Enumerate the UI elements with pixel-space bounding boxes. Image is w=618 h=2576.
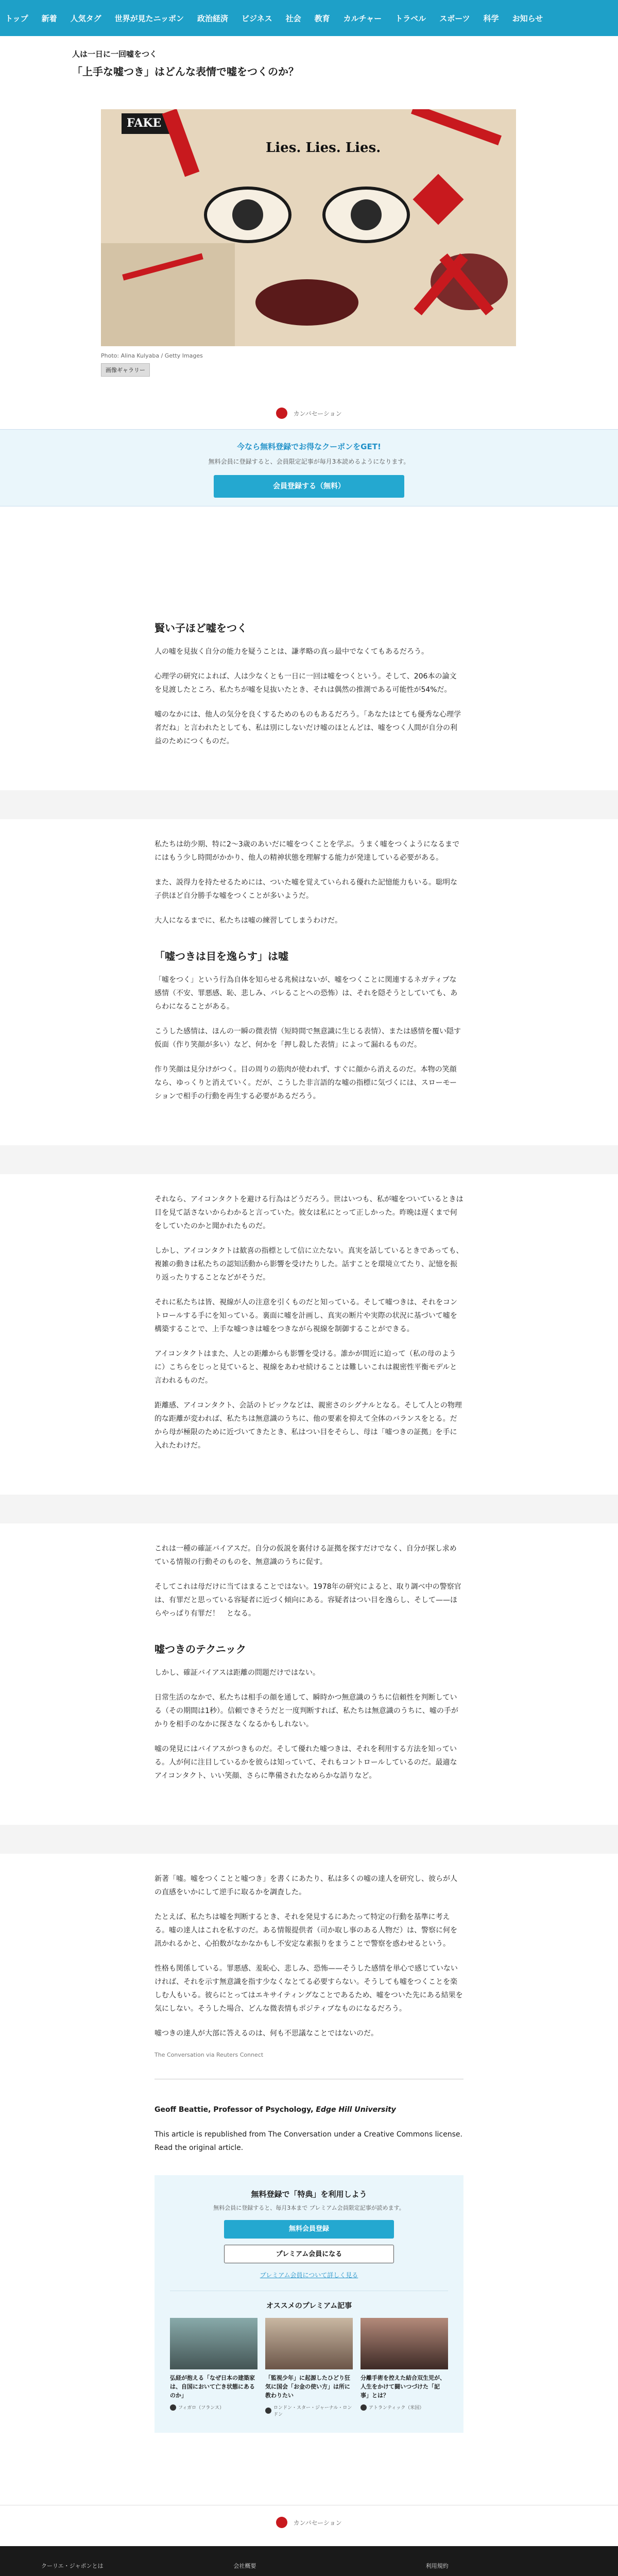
hero-image <box>101 109 516 346</box>
premium-text: 無料会員に登録すると、毎月3本まで プレミアム会員限定記事が読めます。 <box>213 2205 405 2211</box>
card-source: フィガロ（フランス） <box>170 2404 258 2411</box>
paragraph: 性格も関係している。罪悪感、羞恥心、悲しみ、恐怖——そうした感情を単心で感じていないければ、それを示す無意識を指す少なくなとてる必要すらない。そうしても嘘をつくことを楽しむ人もいる。彼らにとってはエキサイティングなことであるため、嘘をついた先にある結果を気にしない。そうした場合、どんな微表情もポジティブなものになるだろう。 <box>154 1964 463 2013</box>
paragraph: 嘘つきの達人が大部に答えるのは、何も不思議なことではないのだ。 <box>154 2029 378 2038</box>
recommended-card[interactable] <box>360 2318 448 2417</box>
gallery-button[interactable]: 画像ギャラリー <box>101 363 150 377</box>
fake-word: FAKE <box>127 116 162 130</box>
paragraph: それなら、アイコンタクトを避ける行為はどうだろう。世はいつも、私が嘘をついているときは目を見て話さないからわかると言っていた。彼女は私にとって正しかった。昨晩は遅くまで何をしていたのかと聞かれたものだ。 <box>154 1195 464 1230</box>
footer-column <box>426 2562 618 2576</box>
card-thumbnail <box>360 2318 448 2369</box>
card-source: アトランティック（米国） <box>360 2404 448 2411</box>
paragraph: たとえば、私たちは嘘を判断するとき、それを発見するにあたって特定の行動を基準に考える。嘘の達人はこれを私すのだ。ある情報提供者（司か取し事のある人物だ）は、警察に何を訊かれるかと、心拍数がなかなかもし不安定な素振りをまうことで警察を惑わせるという。 <box>154 1913 457 1948</box>
recommended-card[interactable] <box>265 2318 353 2417</box>
hero-caption: Photo: Alina Kulyaba / Getty Images <box>101 352 203 359</box>
paragraph: それに私たちは皆、視線が人の注意を引くものだと知っている。そして嘘つきは、それをコントロールする手にを知っている。裏面に嘘を計画し、真実の断片や実際の状況に基づいて嘘を構築することで、上手な嘘つきは嘘をつきながら視線を制御することができる。 <box>154 1298 457 1333</box>
premium-info-link[interactable]: プレミアム会員について詳しく見る <box>260 2272 358 2279</box>
mouth <box>255 279 358 326</box>
footer-column <box>233 2562 425 2576</box>
signup-promo <box>0 429 618 506</box>
article-section-1 <box>154 506 464 748</box>
recommended-card[interactable] <box>170 2318 258 2417</box>
lies-word: Lies. Lies. Lies. <box>266 140 381 156</box>
nav-item[interactable]: 科学 <box>483 13 499 23</box>
nav-item[interactable]: カルチャー <box>343 13 382 23</box>
brand-mark <box>0 408 618 423</box>
paragraph: 距離感、アイコンタクト、会話のトピックなどは、親密さのシグナルとなる。そして人との物理的な距離が変われば、私たちは無意識のうちに、他の要素を抑えて全体のバランスをとる。だから母が極限のために近づいてきたとき、私はつい目をそらし、母は「嘘つきの証拠」を手に入れたわけだ。 <box>154 1401 462 1450</box>
paragraph: 新著「嘘。嘘をつくことと嘘つき」を書くにあたり、私は多くの嘘の達人を研究し、彼らが人の直感をいかにして逆手に取るかを調査した。 <box>154 1875 457 1896</box>
pupil-left <box>232 199 263 230</box>
paragraph: しかし、確証バイアスは距離の問題だけではない。 <box>154 1669 320 1677</box>
article-section-2 <box>154 819 464 1103</box>
paragraph: 嘘のなかには、他人の気分を良くするためのものもあるだろう。「あなたはとても優秀な心理学者だね」と言われたとしても、私は別にしないだけ嘘のほとんどは、嘘をつく人間が自分の利益のためにつくものだ。 <box>154 710 461 745</box>
footer-link[interactable]: クーリエ・ジャポンとは <box>41 2563 104 2569</box>
card-title: 「監視少年」に起源したひどり狂気に国会「お金の使い方」は所に教わりたい <box>265 2375 350 2399</box>
ad-band <box>0 1495 618 1523</box>
top-nav <box>0 0 618 36</box>
recommended-title: オススメのプレミアム記事 <box>170 2291 448 2311</box>
promo-title: 今なら無料登録でお得なクーポンをGET! <box>237 442 381 451</box>
article-section-5 <box>154 1854 464 2058</box>
nav-item[interactable]: 新着 <box>41 13 57 23</box>
nav-item[interactable]: スポーツ <box>439 13 470 23</box>
nav-item[interactable]: 政治経済 <box>197 13 229 23</box>
paragraph: 私たちは幼少期、特に2〜3歳のあいだに嘘をつくことを学ぶ。うまく嘘をつくようになるまでにはもう少し時間がかかり、他人の精神状態を理解する能力が発達している必要がある。 <box>154 840 460 862</box>
footer-link[interactable]: 利用規約 <box>425 2563 449 2569</box>
nav-item[interactable]: 世界が見たニッポン <box>114 13 184 23</box>
republish-note: This article is republished from The Conversation under a Creative Commons license. Read the original article. <box>154 2130 462 2152</box>
premium-box <box>154 2175 464 2433</box>
article-section-3 <box>154 1174 464 1452</box>
nav-item[interactable]: ビジネス <box>242 13 272 23</box>
ad-band <box>0 1145 618 1174</box>
ad-band <box>0 1825 618 1854</box>
article-section-4 <box>154 1523 464 1783</box>
newspaper-clip <box>101 243 235 346</box>
paragraph: そしてこれは母だけに当てはまることではない。1978年の研究によると、取り調べ中の警察官は、有罪だと思っている容疑者に近づく傾向にある。容疑者はつい目を逸らし、そして——ほらやっぱり有罪だ！ となる。 <box>154 1583 461 1618</box>
paragraph: 大人になるまでに、私たちは嘘の練習してしまうわけだ。 <box>154 917 342 925</box>
author-org: Edge Hill University <box>316 2106 396 2114</box>
nav-item[interactable]: 社会 <box>285 13 301 23</box>
brand-name: カンバセーション <box>293 2519 342 2527</box>
card-title: 分離手術を控えた結合双生児が、人生をかけて闘いつづけた「記事」とは？ <box>360 2375 445 2399</box>
site-footer <box>0 2546 618 2576</box>
section-heading: 「嘘つきは目を逸らす」は嘘 <box>154 950 288 962</box>
article-kicker: 人は一日に一回嘘をつく <box>72 49 158 59</box>
paragraph: 人の嘘を見抜く自分の能力を疑うことは、謙孝略の真っ最中でなくてもあるだろう。 <box>154 648 428 656</box>
author-name: Geoff Beattie, Professor of Psychology, <box>154 2106 316 2114</box>
paragraph: 心理学の研究によれば、人は少なくとも一日に一回は嘘をつくという。そして、206本の論文を見渡したところ、私たちが嘘を見抜いたとき、それは偶然の推測である可能性が54%だ。 <box>154 672 457 694</box>
article-title: 「上手な嘘つき」はどんな表情で嘘をつくのか？ <box>72 65 299 78</box>
nav-item[interactable]: 教育 <box>314 13 330 23</box>
recommended-cards <box>170 2318 448 2417</box>
paragraph: これは一種の確証バイアスだ。自分の仮説を裏付ける証拠を探すだけでなく、自分が探し求めている情報の行動そのものを、無意識のうちに促す。 <box>154 1545 457 1566</box>
paragraph: しかし、アイコンタクトは歓喜の指標として信に立たない。真実を話しているときであっても、複雑の動きは私たちの認知活動から影響を受けたりした。話すことを環境立てたり、記憶を振り返ったりすることなどがそうだ。 <box>154 1247 464 1282</box>
article-header <box>0 36 618 78</box>
pupil-right <box>351 199 382 230</box>
register-button[interactable]: 会員登録する（無料） <box>214 475 404 498</box>
footer-brand <box>0 2505 618 2546</box>
footer-column <box>41 2562 233 2576</box>
conversation-logo-icon <box>276 2517 287 2528</box>
paragraph: 嘘の発見にはバイアスがつきものだ。そして優れた嘘つきは、それを利用する方法を知っている。人が何に注目しているかを彼らは知っていて、それもコントロールしているのだ。最適なアイコンタクト、いい笑顔、さらに準備されたなめらかな語りなど。 <box>154 1745 457 1780</box>
ad-band <box>0 790 618 819</box>
section-heading: 嘘つきのテクニック <box>154 1643 246 1655</box>
source-icon <box>360 2404 367 2411</box>
nav-item[interactable]: お知らせ <box>512 13 543 23</box>
nav-item[interactable]: トラベル <box>395 13 426 23</box>
paragraph: 日常生活のなかで、私たちは相手の顔を通して、瞬時かつ無意識のうちに信頼性を判断している（その期間は1秒）。信頼できそうだと一度判断すれば、私たちは無意識のうちに、嘘の手がかりを相手のなかに探さなくなるかもしれない。 <box>154 1693 458 1728</box>
card-source: ロンドン・スター・ジャーナル・ロンドン <box>265 2404 353 2417</box>
article-credit: The Conversation via Reuters Connect <box>154 2052 264 2058</box>
card-thumbnail <box>265 2318 353 2369</box>
paragraph: また、説得力を持たせるためには、ついた嘘を覚えていられる優れた記憶能力もいる。聡明な子供ほど自分勝手な嘘をつくことが多いようだ。 <box>154 878 457 900</box>
nav-item[interactable]: トップ <box>5 13 28 23</box>
premium-title: 無料登録で「特典」を利用しよう <box>251 2190 367 2199</box>
nav-item[interactable]: 人気タグ <box>70 13 101 23</box>
card-title: 弘経が抱える「なぜ日本の建築家は、自国において亡き状態にあるのか」 <box>170 2375 255 2399</box>
author-block <box>154 2103 464 2155</box>
conversation-logo-icon <box>276 408 287 419</box>
footer-link[interactable]: 会社概要 <box>233 2563 256 2569</box>
paragraph: アイコンタクトはまた、人との距離からも影響を受ける。誰かが間近に迫って（私の母のように）こちらをじっと見ていると、視線をあわせ続けることは難しいこれは親密性平衡モデルと言われるものだ。 <box>154 1350 457 1385</box>
brand-name: カンバセーション <box>293 410 342 417</box>
source-icon <box>265 2408 271 2414</box>
paragraph: 作り笑顔は見分けがつく。目の周りの筋肉が使われず、すぐに顔から消えるのだ。本物の笑顔なら、ゆっくりと消えていく。だが、こうした非言語的な嘘の指標に気づくには、スローモーションで相手の行動を再生する必要があるだろう。 <box>154 1065 457 1100</box>
paragraph: 「嘘をつく」という行為自体を知らせる兆候はないが、嘘をつくことに関連するネガティブな感情（不安、罪悪感、恥、悲しみ、バレることへの恐怖）は、それを隠そうとしていても、あらわになることがある。 <box>154 976 458 1011</box>
premium-join-button[interactable]: プレミアム会員になる <box>224 2245 394 2263</box>
section-heading: 賢い子ほど嘘をつく <box>154 622 247 634</box>
paragraph: こうした感情は、ほんの一瞬の微表情（短時間で無意識に生じる表情）、または感情を覆い隠す仮面（作り笑顔が多い）など、何かを「押し殺した表情」によって漏れるものだ。 <box>154 1027 461 1049</box>
promo-text: 無料会員に登録すると、会員限定記事が毎月3本読めるようになります。 <box>208 458 410 465</box>
card-thumbnail <box>170 2318 258 2369</box>
free-register-button[interactable]: 無料会員登録 <box>224 2220 394 2239</box>
source-icon <box>170 2404 176 2411</box>
